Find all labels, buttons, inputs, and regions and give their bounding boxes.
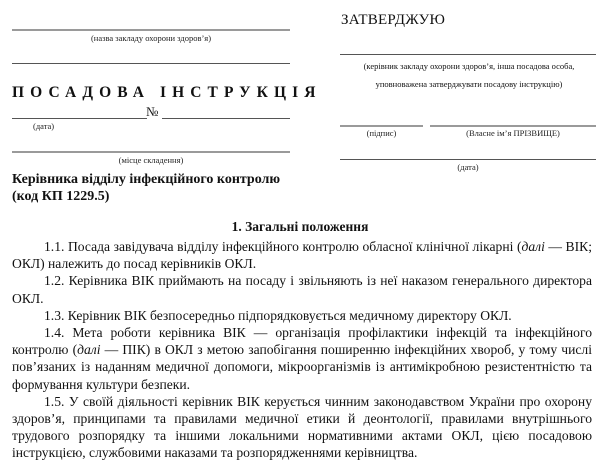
position-title-line1: Керівника відділу інфекційного контролю (12, 172, 281, 187)
approval-date-line[interactable] (340, 159, 596, 160)
doc-date-caption: (дата) (33, 121, 55, 131)
signature-caption: (підпис) (366, 128, 397, 138)
document-number-sign: № (146, 104, 159, 119)
institution-name-line[interactable] (12, 29, 290, 31)
signature-line[interactable] (340, 125, 423, 127)
paragraph-text: 1.1. Посада завідувача відділу інфекційного контролю обласної клінічної лікарні ( (44, 239, 522, 254)
paragraph-text: — ПІК) в ОКЛ з метою запобігання поширенню інфекційних хвороб, у тому числі пов’язаних із наданням медичної допомоги, мікроорганізмів із антимікробною резистентністю та формування культури безпеки. (12, 342, 592, 392)
paragraph-text: 1.3. Керівник ВІК безпосередньо підпорядковується медичному директору ОКЛ. (44, 307, 512, 323)
approver-line[interactable] (340, 54, 596, 55)
paragraph-1-3 (12, 307, 592, 324)
position-title-code: (код КП 1229.5) (12, 189, 110, 204)
paragraph-text: — ВІК; ОКЛ) належить до посад керівників ОКЛ. (12, 239, 592, 272)
place-line[interactable] (12, 151, 290, 153)
position-title (12, 171, 280, 205)
paragraph-text: 1.5. У своїй діяльності керівник ВІК керується чинним законодавством України про охорону здоров’я, принципами та правилами медичної етики й деонтології, правилами внутрішнього трудового розпорядку та іншими локальними нормативними актами ОКЛ, цією посадовою інструкцією, службовими наказами та розпорядженнями керівництва. (12, 393, 592, 461)
paragraph-1-2 (12, 272, 592, 306)
institution-name-caption: (назва закладу охорони здоров’я) (90, 33, 212, 43)
paragraph-1-5 (12, 393, 592, 462)
paragraph-text: 1.4. Мета роботи керівника ВІК — організація профілактики інфекцій та інфекційного контролю ( (12, 325, 592, 358)
paragraph-1-4 (12, 324, 592, 393)
paragraph-text: 1.2. Керівника ВІК приймають на посаду і звільняють із неї наказом генерального директора ОКЛ. (12, 273, 592, 306)
doc-date-line[interactable] (12, 118, 147, 119)
place-caption: (місце складення) (118, 155, 184, 165)
approve-label: ЗАТВЕРДЖУЮ (341, 12, 446, 28)
paragraph-italic: далі (521, 239, 545, 254)
paragraph-italic: далі (77, 342, 101, 358)
name-line[interactable] (430, 125, 596, 127)
document-type-heading: ПОСАДОВА ІНСТРУКЦІЯ (12, 84, 322, 101)
paragraph-1-1 (12, 238, 592, 272)
approval-date-caption: (дата) (457, 162, 479, 172)
approver-caption: (керівник закладу охорони здоров’я, інша посадова особа, уповноважена затверджувати посадову інструкцію) (363, 61, 575, 89)
doc-number-line[interactable] (162, 118, 290, 119)
institution-name-line-2[interactable] (12, 63, 290, 64)
name-caption: (Власне ім’я ПРІЗВИЩЕ) (466, 128, 560, 138)
section-body (12, 238, 592, 462)
section-heading: 1. Загальні положення (231, 219, 369, 234)
